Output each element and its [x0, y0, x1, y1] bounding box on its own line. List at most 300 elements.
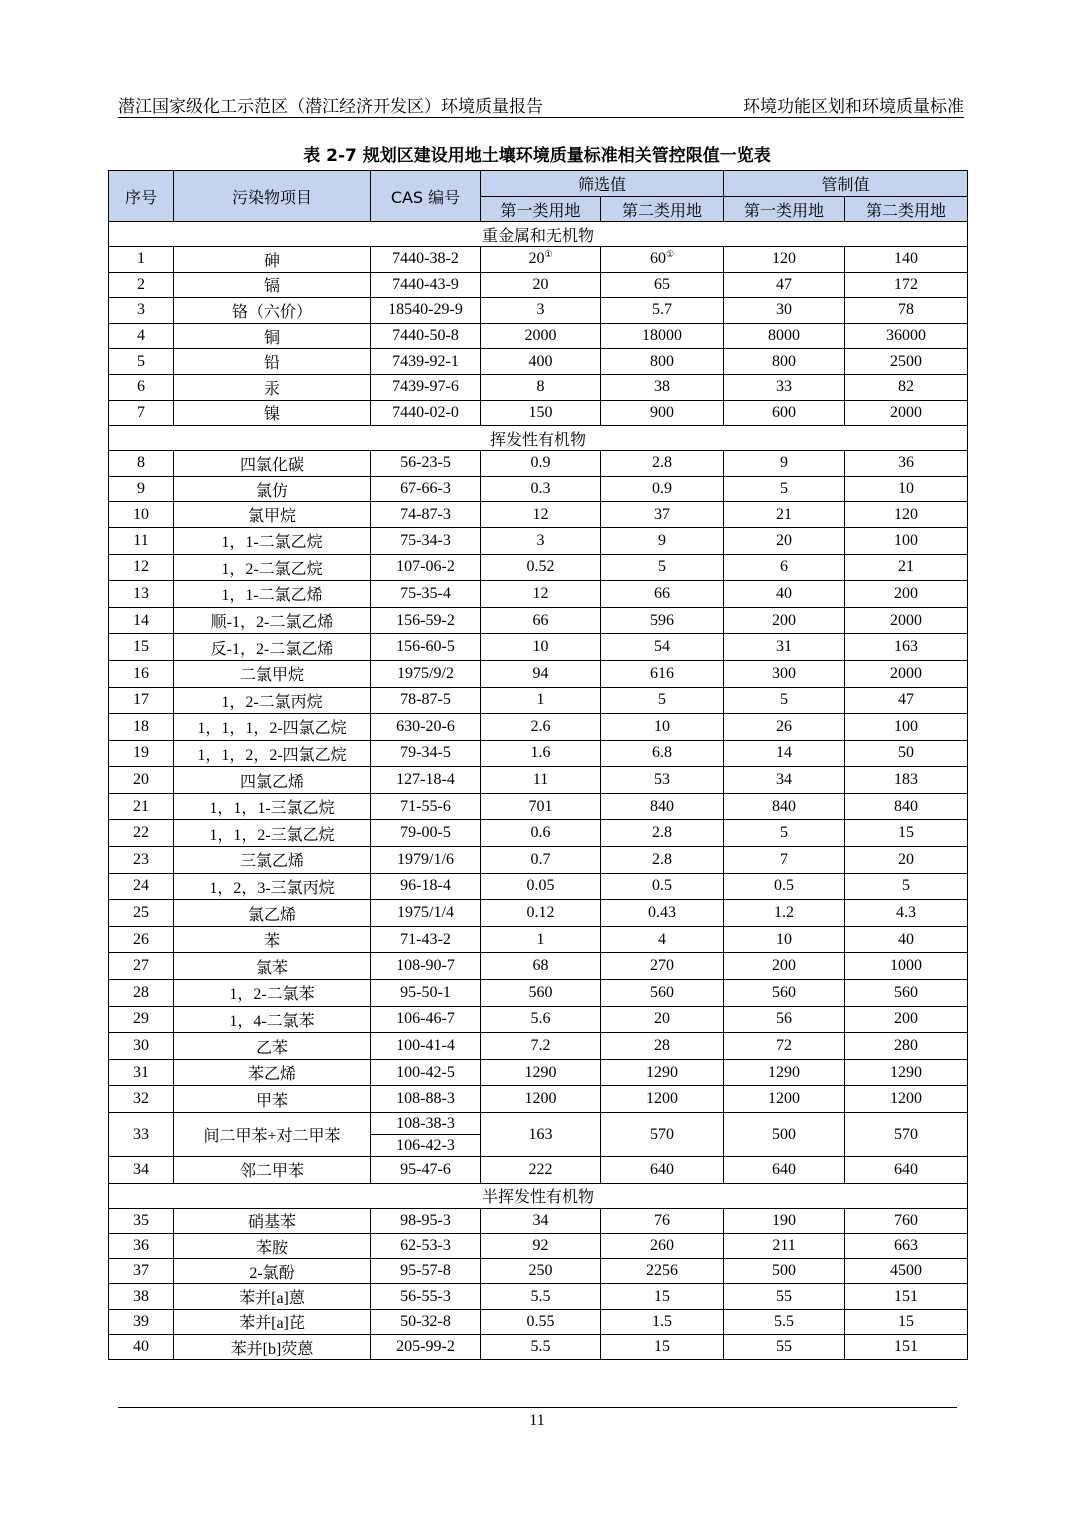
cell-c2 — [845, 581, 968, 608]
col-header-screening: 筛选值 — [481, 171, 724, 197]
table-row — [109, 767, 968, 794]
cell-cas: 56-23-5 — [371, 451, 481, 477]
cell-c1 — [724, 1309, 845, 1334]
cell-cas: 630-20-6 — [371, 714, 481, 741]
cell-c1 — [724, 1033, 845, 1060]
cell-value: 55 — [776, 1287, 793, 1305]
cell-s2 — [601, 400, 724, 426]
cell-value: 18000 — [642, 327, 682, 345]
cell-s1 — [481, 527, 601, 554]
footnote-marker: ① — [665, 249, 675, 260]
cell-c1 — [724, 1006, 845, 1033]
cell-value: 222 — [528, 1160, 553, 1178]
table-row — [109, 554, 968, 581]
cell-value: 0.6 — [530, 824, 551, 842]
cell-s1 — [481, 1233, 601, 1258]
cell-value: 120 — [772, 250, 797, 268]
cell-no: 37 — [109, 1259, 174, 1284]
cell-value: 54 — [654, 638, 670, 656]
cell-c1 — [724, 476, 845, 502]
table-row — [109, 607, 968, 634]
cell-c1 — [724, 374, 845, 400]
col-header-name: 污染物项目 — [174, 171, 371, 222]
cell-name: 1，1，2-三氯乙烷 — [174, 820, 371, 847]
col-header-control-class1: 第一类用地 — [724, 197, 845, 222]
cell-c1 — [724, 451, 845, 477]
cell-no: 28 — [109, 980, 174, 1007]
cell-c2 — [845, 1086, 968, 1113]
cell-value: 1.5 — [652, 1312, 672, 1330]
table-row — [109, 374, 968, 400]
cell-no: 21 — [109, 793, 174, 820]
cell-name: 甲苯 — [174, 1086, 371, 1113]
cell-value: 1200 — [890, 1090, 923, 1108]
cell-value: 2000 — [890, 403, 923, 421]
cell-no: 14 — [109, 607, 174, 634]
cell-s1 — [481, 272, 601, 298]
cell-name: 三氯乙烯 — [174, 847, 371, 874]
cell-s1 — [481, 740, 601, 767]
cell-s2 — [601, 1335, 724, 1360]
cell-c1 — [724, 793, 845, 820]
cell-value: 55 — [776, 1338, 793, 1356]
cell-value: 0.5 — [652, 877, 672, 895]
cell-cas: 156-60-5 — [371, 634, 481, 661]
group-row — [109, 222, 968, 247]
cell-c2 — [845, 953, 968, 980]
cell-value: 2500 — [890, 352, 923, 370]
cell-c2 — [845, 660, 968, 687]
cell-value: 840 — [772, 797, 797, 815]
cell-value: 36000 — [886, 327, 927, 345]
cell-c1 — [724, 953, 845, 980]
table-row — [109, 1033, 968, 1060]
cell-c1 — [724, 1335, 845, 1360]
cell-value: 40 — [776, 584, 793, 602]
col-header-control-class2: 第二类用地 — [845, 197, 968, 222]
cell-value: 34 — [532, 1211, 549, 1229]
cell-value: 172 — [894, 275, 919, 293]
cell-value: 640 — [772, 1160, 797, 1178]
cell-name: 1，4-二氯苯 — [174, 1006, 371, 1033]
cell-s1 — [481, 400, 601, 426]
cell-cas: 18540-29-9 — [371, 298, 481, 324]
cell-value: 2000 — [890, 611, 923, 629]
cell-s1 — [481, 451, 601, 477]
cell-name: 四氯化碳 — [174, 451, 371, 477]
cell-name: 铅 — [174, 349, 371, 375]
cell-value: 163 — [894, 638, 919, 656]
cell-value: 300 — [772, 664, 797, 682]
cell-name: 镍 — [174, 400, 371, 426]
cell-s2 — [601, 1309, 724, 1334]
cell-s2 — [601, 873, 724, 900]
cell-value: 50 — [898, 744, 915, 762]
cell-cas: 78-87-5 — [371, 687, 481, 714]
cell-no: 3 — [109, 298, 174, 324]
cell-s1 — [481, 820, 601, 847]
cell-cas: 7440-02-0 — [371, 400, 481, 426]
cell-no: 2 — [109, 272, 174, 298]
cell-name: 间二甲苯+对二甲苯 — [174, 1113, 371, 1157]
cell-c2: 570 — [845, 1113, 968, 1157]
cell-s2 — [601, 451, 724, 477]
cell-value: 560 — [894, 983, 919, 1001]
cell-cas: 100-42-5 — [371, 1059, 481, 1086]
cell-value: 1200 — [524, 1090, 557, 1108]
cell-value: 20 — [898, 850, 915, 868]
cell-s2 — [601, 1157, 724, 1184]
cell-value: 100 — [894, 717, 919, 735]
cell-value: 1 — [536, 930, 545, 948]
cell-value: 2000 — [524, 327, 557, 345]
cell-value: 0.43 — [648, 904, 676, 922]
cell-s2 — [601, 660, 724, 687]
cell-s1 — [481, 502, 601, 528]
table-row — [109, 820, 968, 847]
cell-s1 — [481, 374, 601, 400]
cell-value: 560 — [772, 983, 797, 1001]
cell-c1 — [724, 272, 845, 298]
cell-c2 — [845, 740, 968, 767]
table-row — [109, 1157, 968, 1184]
cell-name: 铬（六价） — [174, 298, 371, 324]
cell-c2 — [845, 1335, 968, 1360]
cell-name: 1，1-二氯乙烯 — [174, 581, 371, 608]
cell-value: 6 — [780, 558, 789, 576]
cell-c1 — [724, 554, 845, 581]
table-row — [109, 1259, 968, 1284]
cell-cas: 79-00-5 — [371, 820, 481, 847]
cell-s2 — [601, 1006, 724, 1033]
table-row — [109, 298, 968, 324]
cell-value: 5 — [658, 691, 666, 709]
cell-c2 — [845, 1208, 968, 1233]
cell-s1 — [481, 1086, 601, 1113]
cell-s1 — [481, 298, 601, 324]
cell-cas: 75-35-4 — [371, 581, 481, 608]
cell-value: 65 — [654, 275, 670, 293]
cell-s2 — [601, 1086, 724, 1113]
cell-s1 — [481, 1335, 601, 1360]
cell-no: 17 — [109, 687, 174, 714]
cell-value: 53 — [654, 771, 670, 789]
cell-value: 4.3 — [896, 904, 917, 922]
cell-no: 6 — [109, 374, 174, 400]
group-title: 重金属和无机物 — [109, 222, 968, 247]
table-row — [109, 1113, 968, 1135]
cell-value: 92 — [532, 1237, 549, 1255]
cell-c2 — [845, 451, 968, 477]
cell-no: 22 — [109, 820, 174, 847]
cell-cas: 108-90-7 — [371, 953, 481, 980]
cell-name: 1，1-二氯乙烷 — [174, 527, 371, 554]
cell-c1 — [724, 714, 845, 741]
cell-c1 — [724, 900, 845, 927]
cell-s1 — [481, 1006, 601, 1033]
cell-name: 氯甲烷 — [174, 502, 371, 528]
cell-c2 — [845, 767, 968, 794]
cell-value: 560 — [528, 983, 553, 1001]
cell-value: 15 — [654, 1338, 670, 1356]
cell-value: 11 — [532, 771, 549, 789]
cell-s2 — [601, 687, 724, 714]
cell-c2 — [845, 476, 968, 502]
cell-value: 78 — [898, 301, 915, 319]
cell-value: 8 — [536, 378, 545, 396]
col-header-screen-class2: 第二类用地 — [601, 197, 724, 222]
cell-no: 4 — [109, 323, 174, 349]
cell-no: 31 — [109, 1059, 174, 1086]
cell-name: 1，2-二氯丙烷 — [174, 687, 371, 714]
table-row — [109, 527, 968, 554]
cell-value: 28 — [654, 1037, 670, 1055]
cell-s2 — [601, 634, 724, 661]
table-row — [109, 502, 968, 528]
cell-c2 — [845, 687, 968, 714]
cell-name: 镉 — [174, 272, 371, 298]
cell-value: 840 — [650, 797, 674, 815]
cell-no: 1 — [109, 247, 174, 273]
cell-no: 27 — [109, 953, 174, 980]
cell-value: 1290 — [890, 1063, 923, 1081]
cell-cas: 156-59-2 — [371, 607, 481, 634]
cell-value: 120 — [894, 505, 919, 523]
cell-value: 94 — [532, 664, 549, 682]
cell-value: 1 — [536, 691, 545, 709]
cell-name: 四氯乙烯 — [174, 767, 371, 794]
cell-s1 — [481, 1208, 601, 1233]
cell-value: 40 — [898, 930, 915, 948]
cell-cas: 95-57-8 — [371, 1259, 481, 1284]
cell-cas: 7440-43-9 — [371, 272, 481, 298]
table-row — [109, 1284, 968, 1309]
cell-value: 20 — [528, 250, 545, 268]
cell-s1 — [481, 1157, 601, 1184]
cell-no: 15 — [109, 634, 174, 661]
cell-value: 0.7 — [530, 850, 551, 868]
cell-value: 47 — [776, 275, 793, 293]
cell-name: 硝基苯 — [174, 1208, 371, 1233]
cell-cas: 95-47-6 — [371, 1157, 481, 1184]
cell-no: 29 — [109, 1006, 174, 1033]
cell-no: 38 — [109, 1284, 174, 1309]
cell-name: 顺-1，2-二氯乙烯 — [174, 607, 371, 634]
cell-name: 氯苯 — [174, 953, 371, 980]
cell-c2 — [845, 793, 968, 820]
cell-value: 60 — [649, 250, 666, 268]
cell-value: 36 — [898, 454, 915, 472]
cell-c1 — [724, 400, 845, 426]
cell-s2 — [601, 1284, 724, 1309]
cell-s1 — [481, 767, 601, 794]
cell-c1 — [724, 349, 845, 375]
cell-no: 13 — [109, 581, 174, 608]
cell-value: 12 — [532, 505, 549, 523]
cell-s1 — [481, 1309, 601, 1334]
cell-cas: 79-34-5 — [371, 740, 481, 767]
cell-value: 5 — [780, 480, 789, 498]
cell-s1 — [481, 554, 601, 581]
cell-name: 1，2-二氯苯 — [174, 980, 371, 1007]
cell-cas: 106-46-7 — [371, 1006, 481, 1033]
cell-value: 270 — [650, 957, 674, 975]
cell-value: 6.8 — [652, 744, 672, 762]
cell-c1 — [724, 740, 845, 767]
cell-c2 — [845, 873, 968, 900]
cell-name: 邻二甲苯 — [174, 1157, 371, 1184]
cell-s2 — [601, 900, 724, 927]
cell-s1 — [481, 873, 601, 900]
cell-c1 — [724, 687, 845, 714]
cell-no: 25 — [109, 900, 174, 927]
cell-value: 1.2 — [774, 904, 795, 922]
cell-value: 9 — [658, 531, 666, 549]
table-row — [109, 900, 968, 927]
cell-value: 5 — [780, 824, 789, 842]
cell-s1 — [481, 476, 601, 502]
cell-value: 0.55 — [526, 1312, 555, 1330]
cell-s2 — [601, 374, 724, 400]
cell-c2 — [845, 502, 968, 528]
cell-s2 — [601, 820, 724, 847]
cell-s2 — [601, 847, 724, 874]
table-row — [109, 634, 968, 661]
cell-value: 15 — [898, 1312, 915, 1330]
cell-s2: 570 — [601, 1113, 724, 1157]
cell-s1 — [481, 607, 601, 634]
cell-c1 — [724, 1208, 845, 1233]
cell-value: 100 — [894, 531, 919, 549]
table-header — [109, 171, 968, 222]
cell-name: 苯并[a]芘 — [174, 1309, 371, 1334]
cell-name: 乙苯 — [174, 1033, 371, 1060]
cell-no: 20 — [109, 767, 174, 794]
cell-s2 — [601, 926, 724, 953]
cell-c2 — [845, 1309, 968, 1334]
cell-cas-2: 106-42-3 — [371, 1135, 481, 1157]
cell-c1 — [724, 607, 845, 634]
cell-cas: 95-50-1 — [371, 980, 481, 1007]
cell-name: 1，1，1-三氯乙烷 — [174, 793, 371, 820]
footnote-marker: ① — [544, 249, 553, 260]
cell-c2 — [845, 298, 968, 324]
cell-s2 — [601, 714, 724, 741]
cell-c1 — [724, 847, 845, 874]
cell-s2 — [601, 607, 724, 634]
col-header-no: 序号 — [109, 171, 174, 222]
cell-value: 500 — [772, 1262, 797, 1280]
cell-name: 氯乙烯 — [174, 900, 371, 927]
cell-no: 32 — [109, 1086, 174, 1113]
cell-value: 2256 — [646, 1262, 678, 1280]
cell-s1 — [481, 634, 601, 661]
table-row — [109, 1086, 968, 1113]
cell-cas: 74-87-3 — [371, 502, 481, 528]
cell-value: 33 — [776, 378, 793, 396]
cell-cas: 100-41-4 — [371, 1033, 481, 1060]
group-title: 挥发性有机物 — [109, 426, 968, 451]
group-row — [109, 426, 968, 451]
cell-c2 — [845, 1259, 968, 1284]
cell-value: 183 — [894, 771, 919, 789]
cell-value: 14 — [776, 744, 793, 762]
cell-value: 150 — [528, 403, 553, 421]
cell-cas: 56-55-3 — [371, 1284, 481, 1309]
cell-c1 — [724, 323, 845, 349]
table-row — [109, 1006, 968, 1033]
cell-no: 12 — [109, 554, 174, 581]
table-row — [109, 1335, 968, 1360]
cell-value: 0.52 — [526, 558, 555, 576]
cell-value: 10 — [654, 717, 670, 735]
cell-no: 24 — [109, 873, 174, 900]
cell-name: 二氯甲烷 — [174, 660, 371, 687]
cell-value: 3 — [536, 531, 545, 549]
cell-c1 — [724, 926, 845, 953]
cell-c2 — [845, 527, 968, 554]
cell-s1 — [481, 714, 601, 741]
cell-value: 8000 — [768, 327, 801, 345]
cell-value: 1290 — [524, 1063, 557, 1081]
cell-c1: 500 — [724, 1113, 845, 1157]
cell-name: 1，2-二氯乙烷 — [174, 554, 371, 581]
cell-value: 800 — [650, 352, 674, 370]
cell-value: 400 — [528, 352, 553, 370]
cell-value: 82 — [898, 378, 915, 396]
soil-standard-table — [108, 170, 968, 1360]
cell-cas: 67-66-3 — [371, 476, 481, 502]
cell-c2 — [845, 1059, 968, 1086]
cell-value: 20 — [776, 531, 793, 549]
table-row — [109, 714, 968, 741]
cell-value: 663 — [894, 1237, 919, 1255]
cell-c2 — [845, 247, 968, 273]
cell-s2 — [601, 1059, 724, 1086]
cell-s2 — [601, 476, 724, 502]
cell-value: 34 — [776, 771, 793, 789]
cell-value: 31 — [776, 638, 793, 656]
cell-s1 — [481, 953, 601, 980]
cell-no: 19 — [109, 740, 174, 767]
cell-c1 — [724, 634, 845, 661]
cell-value: 151 — [894, 1287, 919, 1305]
table-body — [109, 222, 968, 1360]
cell-value: 66 — [654, 584, 670, 602]
cell-c2 — [845, 1157, 968, 1184]
cell-name: 1，2，3-三氯丙烷 — [174, 873, 371, 900]
cell-c2 — [845, 714, 968, 741]
table-row — [109, 400, 968, 426]
cell-value: 5.7 — [652, 301, 672, 319]
cell-value: 1290 — [768, 1063, 801, 1081]
cell-no: 16 — [109, 660, 174, 687]
cell-name: 1，1，2，2-四氯乙烷 — [174, 740, 371, 767]
table-row — [109, 323, 968, 349]
cell-c1 — [724, 1086, 845, 1113]
cell-s1 — [481, 323, 601, 349]
cell-c1 — [724, 820, 845, 847]
cell-value: 5 — [780, 691, 789, 709]
cell-s1: 163 — [481, 1113, 601, 1157]
cell-value: 12 — [532, 584, 549, 602]
table-row — [109, 953, 968, 980]
cell-c2 — [845, 1033, 968, 1060]
cell-name: 苯并[b]荧蒽 — [174, 1335, 371, 1360]
cell-value: 3 — [536, 301, 545, 319]
cell-c2 — [845, 820, 968, 847]
cell-value: 15 — [898, 824, 915, 842]
